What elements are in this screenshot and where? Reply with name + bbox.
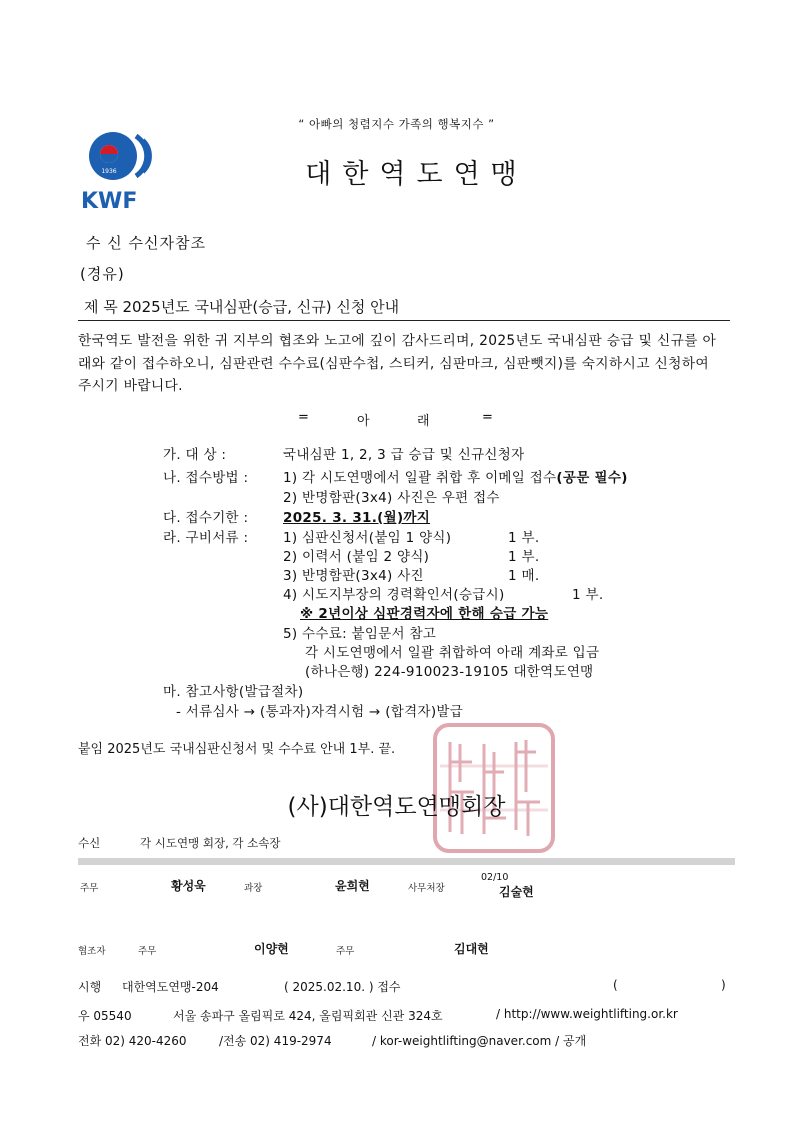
receipt-paren-close: ) [721,978,726,992]
website-link[interactable]: / http://www.weightlifting.or.kr [496,1007,678,1021]
fax: /전송 02) 419-2974 [219,1034,332,1048]
below-eq-left: = [298,410,309,425]
enforce-number: 대한역도연맹-204 [122,980,219,994]
cc-label: 수신 [78,836,101,850]
body-paragraph: 한국역도 발전을 위한 귀 지부의 협조와 노고에 깊이 감사드리며, 2025년도 국내심판 승급 및 신규를 아래와 같이 접수하오니, 심판관련 수수료(심판수첩, 스티커, 심판마크, 심판뺏지)를 숙지하시고 신청하여 주시기 바랍니다. [78,333,717,394]
item-na-label: 나. 접수방법 : [163,470,249,486]
below-a: 아 [357,414,370,429]
approval-name-1: 황성욱 [171,879,206,893]
item-ra-3: 3) 반명함판(3x4) 사진 [283,568,424,584]
item-da-label: 다. 접수기한 : [163,510,249,526]
cc-text: 각 시도연맹 회장, 각 소속장 [140,836,281,850]
email-link[interactable]: / kor-weightlifting@naver.com / 공개 [372,1034,587,1048]
item-ra-3-qty: 1 매. [508,568,540,584]
item-ra-5b: 각 시도연맹에서 일괄 취합하여 아래 계좌로 입금 [305,645,600,661]
cooperator-role-2: 주무 [336,946,355,957]
subject-divider [78,320,730,321]
item-ra-2: 2) 이력서 (붙임 2 양식) [283,549,430,565]
item-na-1: 1) 각 시도연맹에서 일괄 취합 후 이메일 접수(공문 필수) [283,470,628,486]
logo-year: 1936 [101,168,117,175]
receipt-paren-open: ( [613,978,618,992]
item-da-text: 2025. 3. 31.(월)까지 [283,510,431,526]
item-ma-label: 마. 참고사항(발급절차) [163,684,304,700]
item-ra-1: 1) 심판신청서(붙임 1 양식) [283,530,452,546]
org-title: 대한역도연맹 [305,159,528,190]
cooperator-role-1: 주무 [138,946,157,957]
item-ra-note: ※ 2년이상 심판경력자에 한해 승급 가능 [300,606,549,622]
attachment-line: 붙임 2025년도 국내심판신청서 및 수수료 안내 1부. 끝. [78,742,396,757]
approval-role-1: 주무 [80,883,99,894]
zip-code: 우 05540 [78,1009,132,1023]
enforce-label: 시행 [78,980,102,994]
subject-line: 제 목 2025년도 국내심판(승급, 신규) 신청 안내 [84,298,400,316]
item-ma-text: - 서류심사 → (통과자)자격시험 → (합격자)발급 [176,704,464,720]
cooperator-name-1: 이양현 [254,942,289,956]
enforce-date: ( 2025.02.10. ) 접수 [284,980,401,994]
approval-date: 02/10 [481,872,509,883]
item-ra-2-qty: 1 부. [508,549,540,565]
item-ra-label: 라. 구비서류 : [163,530,249,546]
item-ra-4-qty: 1 부. [572,587,604,603]
cooperator-label: 협조자 [78,946,106,957]
below-eq-right: = [482,410,493,425]
address: 서울 송파구 올림픽로 424, 올림픽회관 신관 324호 [173,1009,443,1023]
item-ra-1-qty: 1 부. [508,530,540,546]
approval-name-3: 김술현 [499,885,534,899]
signature-title: (사)대한역도연맹회장 [287,794,506,820]
via-line: (경유) [80,265,125,283]
item-ra-5: 5) 수수료: 붙임문서 참고 [283,626,437,642]
item-na-2: 2) 반명함판(3x4) 사진은 우편 접수 [283,490,500,506]
logo-text: KWF [81,189,138,212]
approval-role-3: 사무처장 [408,883,445,894]
item-ra-4: 4) 시도지부장의 경력확인서(승급시) [283,587,505,603]
approval-divider [78,858,735,865]
motto: “ 아빠의 청렴지수 가족의 행복지수 ” [298,117,495,131]
recipient-line: 수 신 수신자참조 [86,234,206,252]
item-na-1-bold: (공문 필수) [556,470,628,486]
approval-name-2: 윤희현 [335,879,370,893]
phone: 전화 02) 420-4260 [78,1034,187,1048]
item-ra-5c: (하나은행) 224-910023-19105 대한역도연맹 [305,664,594,680]
item-ga-text: 국내심판 1, 2, 3 급 승급 및 신규신청자 [283,447,525,463]
below-rae: 래 [417,414,430,429]
approval-role-2: 과장 [244,883,263,894]
cooperator-name-2: 김대현 [454,942,489,956]
item-ga-label: 가. 대 상 : [163,447,227,463]
